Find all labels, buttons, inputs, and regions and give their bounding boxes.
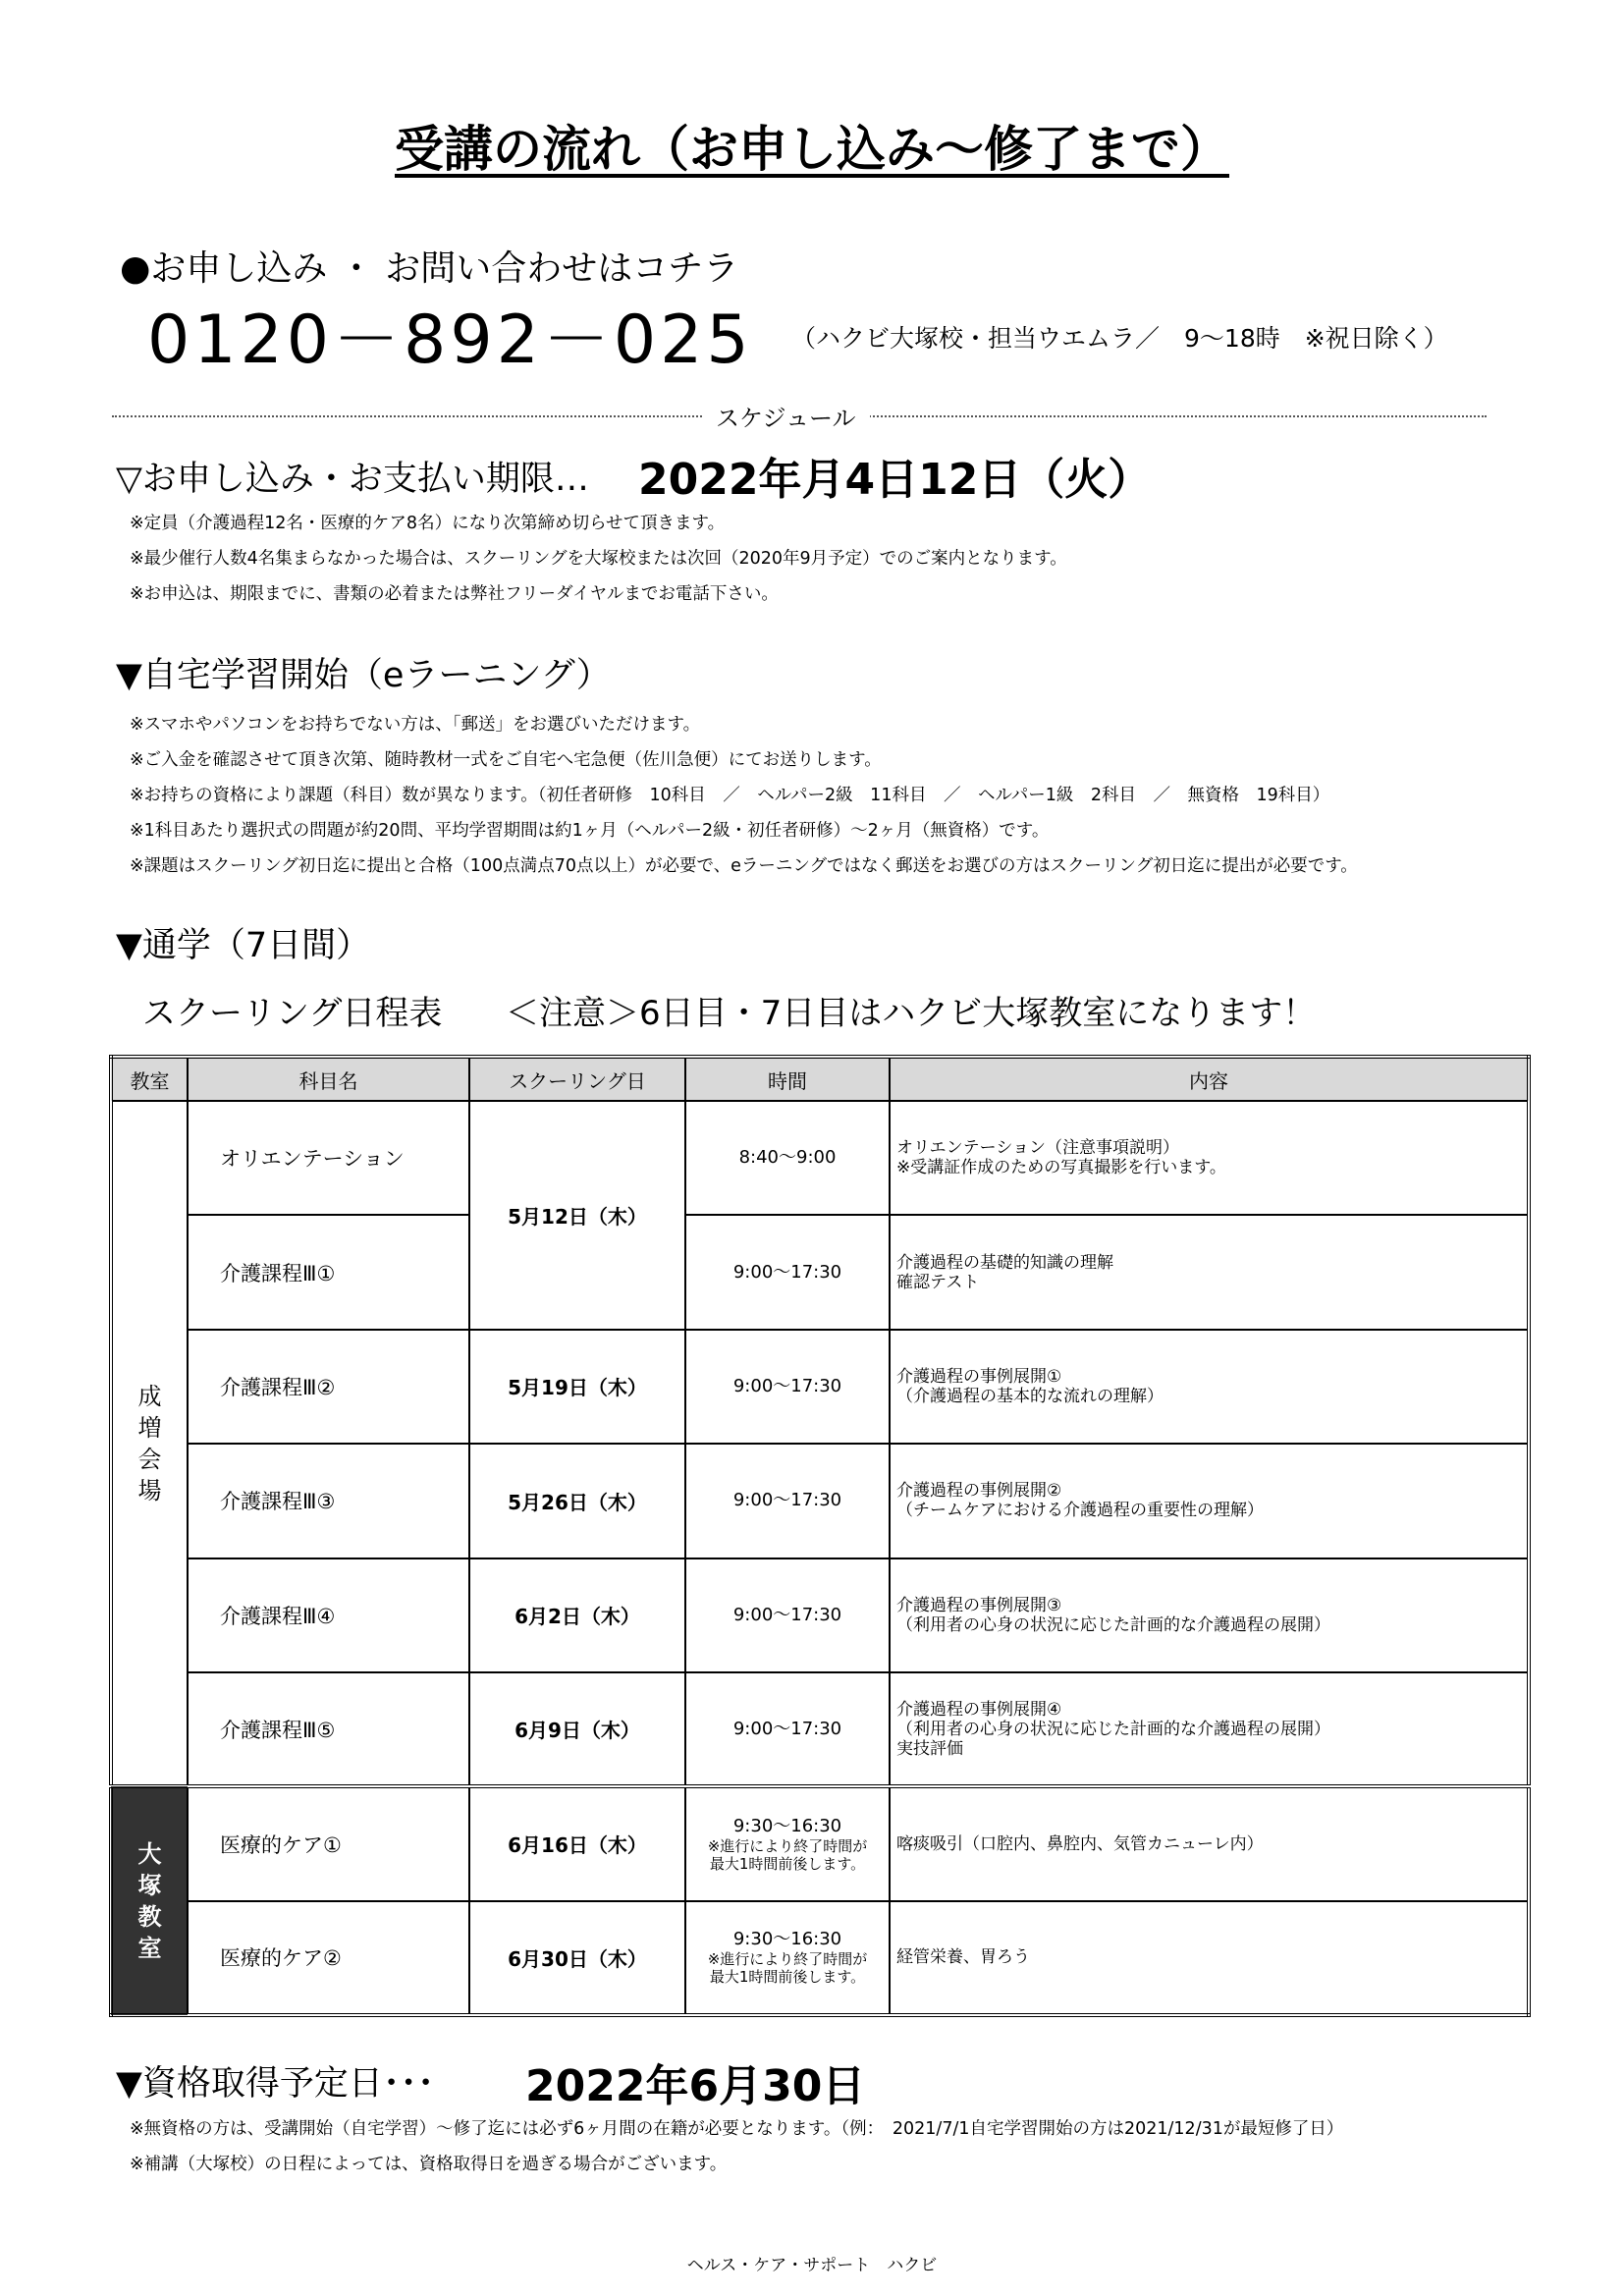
note-line: ※お持ちの資格により課題（科目）数が異なります。（初任者研修 10科目 ／ ヘルパー2級 11科目 ／ ヘルパー1級 2科目 ／ 無資格 19科目） bbox=[130, 786, 1330, 805]
date-cell: 5月12日（木） bbox=[469, 1101, 685, 1330]
content-cell bbox=[890, 1101, 1529, 1215]
subject-cell: 介護課程Ⅲ③ bbox=[188, 1444, 469, 1558]
content-line: ※受講証作成のための写真撮影を行います。 bbox=[896, 1158, 1226, 1178]
note-line: ※お申込は、期限までに、書類の必着または弊社フリーダイヤルまでお電話下さい。 bbox=[130, 584, 779, 604]
deadline-notes bbox=[130, 506, 1067, 612]
time-cell: 9:00～17:30 bbox=[685, 1558, 890, 1672]
header-date: スクーリング日 bbox=[469, 1057, 685, 1101]
content-line: （利用者の心身の状況に応じた計画的な介護過程の展開） bbox=[896, 1719, 1330, 1739]
room-otsuka bbox=[111, 1786, 188, 2015]
date-cell: 6月2日（木） bbox=[469, 1558, 685, 1672]
phone-note: （ハクビ大塚校・担当ウエムラ／ 9～18時 ※祝日除く） bbox=[791, 324, 1448, 353]
table-header-row bbox=[111, 1057, 1529, 1101]
content-line: オリエンテーション（注意事項説明） bbox=[896, 1138, 1179, 1159]
content-line: 確認テスト bbox=[896, 1272, 980, 1292]
time-cell bbox=[685, 1786, 890, 1900]
table-row bbox=[111, 1101, 1529, 1215]
note-line: ※最少催行人数4名集まらなかった場合は、スクーリングを大塚校または次回（2020年9月予定）でのご案内となります。 bbox=[130, 549, 1067, 569]
deadline-heading: ▽お申し込み・お支払い期限… bbox=[116, 460, 589, 499]
subject-cell: 医療的ケア② bbox=[188, 1901, 469, 2015]
qualification-notes bbox=[130, 2111, 1343, 2182]
table-row bbox=[111, 1558, 1529, 1672]
time-cell: 8:40～9:00 bbox=[685, 1101, 890, 1215]
page-title: 受講の流れ（お申し込み～修了まで） bbox=[395, 121, 1229, 178]
subject-cell: 介護課程Ⅲ④ bbox=[188, 1558, 469, 1672]
note-line: ※補講（大塚校）の日程によっては、資格取得日を過ぎる場合がございます。 bbox=[130, 2155, 728, 2174]
room-label: 成増会場 bbox=[137, 1382, 162, 1504]
schedule-warning: ＜注意＞6日目・7日目はハクビ大塚教室になります！ bbox=[506, 994, 1317, 1033]
subject-cell: 介護課程Ⅲ⑤ bbox=[188, 1672, 469, 1786]
time-value: 9:30～16:30 bbox=[732, 1929, 842, 1950]
subject-cell: 介護課程Ⅲ② bbox=[188, 1330, 469, 1444]
contact-heading: ●お申し込み ・ お問い合わせはコチラ bbox=[120, 248, 739, 289]
date-cell: 6月9日（木） bbox=[469, 1672, 685, 1786]
content-line: 実技評価 bbox=[896, 1738, 963, 1759]
content-line: 介護過程の事例展開① bbox=[896, 1366, 1062, 1387]
time-note: ※進行により終了時間が bbox=[707, 1950, 868, 1969]
qualification-heading: ▼資格取得予定日･･･ bbox=[116, 2064, 435, 2104]
date-cell: 5月19日（木） bbox=[469, 1330, 685, 1444]
time-note: 最大1時間前後します。 bbox=[709, 1968, 866, 1987]
content-line: （チームケアにおける介護過程の重要性の理解） bbox=[896, 1501, 1264, 1521]
home-study-heading: ▼自宅学習開始（eラーニング） bbox=[116, 656, 611, 695]
time-cell: 9:00～17:30 bbox=[685, 1444, 890, 1558]
header-content: 内容 bbox=[890, 1057, 1529, 1101]
date-cell: 6月30日（木） bbox=[469, 1901, 685, 2015]
content-cell: 喀痰吸引（口腔内、鼻腔内、気管カニューレ内） bbox=[890, 1786, 1529, 1900]
time-cell: 9:00～17:30 bbox=[685, 1215, 890, 1329]
time-note: 最大1時間前後します。 bbox=[709, 1854, 866, 1873]
time-cell: 9:00～17:30 bbox=[685, 1330, 890, 1444]
date-cell: 5月26日（木） bbox=[469, 1444, 685, 1558]
note-line: ※1科目あたり選択式の問題が約20問、平均学習期間は約1ヶ月（ヘルパー2級・初任者研修）～2ヶ月（無資格）です。 bbox=[130, 821, 1050, 841]
content-cell bbox=[890, 1330, 1529, 1444]
schedule-table-title: スクーリング日程表 bbox=[142, 994, 443, 1033]
schedule-label: スケジュール bbox=[702, 399, 870, 433]
table-row bbox=[111, 1901, 1529, 2015]
time-cell: 9:00～17:30 bbox=[685, 1672, 890, 1786]
header-subject: 科目名 bbox=[188, 1057, 469, 1101]
table-row bbox=[111, 1215, 1529, 1329]
content-cell bbox=[890, 1558, 1529, 1672]
note-line: ※定員（介護過程12名・医療的ケア8名）になり次第締め切らせて頂きます。 bbox=[130, 514, 726, 533]
footer: ヘルス・ケア・サポート ハクビ bbox=[686, 2256, 938, 2275]
subject-cell: 介護課程Ⅲ① bbox=[188, 1215, 469, 1329]
note-line: ※課題はスクーリング初日迄に提出と合格（100点満点70点以上）が必要で、eラーニングではなく郵送をお選びの方はスクーリング初日迄に提出が必要です。 bbox=[130, 856, 1358, 876]
note-line: ※スマホやパソコンをお持ちでない方は、「郵送」をお選びいただけます。 bbox=[130, 715, 701, 735]
header-time: 時間 bbox=[685, 1057, 890, 1101]
phone-number[interactable]: 0120－892－025 bbox=[147, 301, 753, 379]
content-cell bbox=[890, 1444, 1529, 1558]
content-line: 介護過程の事例展開② bbox=[896, 1481, 1062, 1502]
qualification-date: 2022年6月30日 bbox=[525, 2061, 866, 2111]
date-cell: 6月16日（木） bbox=[469, 1786, 685, 1900]
home-study-notes bbox=[130, 707, 1358, 884]
content-line: 介護過程の事例展開③ bbox=[896, 1595, 1062, 1615]
table-row bbox=[111, 1672, 1529, 1786]
content-line: 介護過程の事例展開④ bbox=[896, 1699, 1062, 1720]
schooling-heading: ▼通学（7日間） bbox=[116, 926, 371, 965]
subject-cell: オリエンテーション bbox=[188, 1101, 469, 1215]
time-value: 9:30～16:30 bbox=[732, 1815, 842, 1836]
note-line: ※ご入金を確認させて頂き次第、随時教材一式をご自宅へ宅急便（佐川急便）にてお送りします。 bbox=[130, 750, 882, 770]
content-cell: 経管栄養、胃ろう bbox=[890, 1901, 1529, 2015]
content-cell bbox=[890, 1672, 1529, 1786]
table-row bbox=[111, 1330, 1529, 1444]
content-line: （利用者の心身の状況に応じた計画的な介護過程の展開） bbox=[896, 1614, 1330, 1635]
content-cell bbox=[890, 1215, 1529, 1329]
note-line: ※無資格の方は、受講開始（自宅学習）～修了迄には必ず6ヶ月間の在籍が必要となります。（例： 2021/7/1自宅学習開始の方は2021/12/31が最短修了日） bbox=[130, 2119, 1344, 2139]
content-line: （介護過程の基本的な流れの理解） bbox=[896, 1386, 1164, 1406]
room-narimasu bbox=[111, 1101, 188, 1786]
room-label: 大塚教室 bbox=[137, 1839, 162, 1962]
header-room: 教室 bbox=[111, 1057, 188, 1101]
subject-cell: 医療的ケア① bbox=[188, 1786, 469, 1900]
schedule-table bbox=[109, 1055, 1531, 2017]
time-cell bbox=[685, 1901, 890, 2015]
table-row bbox=[111, 1444, 1529, 1558]
content-line: 介護過程の基礎的知識の理解 bbox=[896, 1252, 1113, 1273]
time-note: ※進行により終了時間が bbox=[707, 1836, 868, 1855]
deadline-date: 2022年月4日12日（火） bbox=[638, 455, 1152, 505]
table-row bbox=[111, 1786, 1529, 1900]
